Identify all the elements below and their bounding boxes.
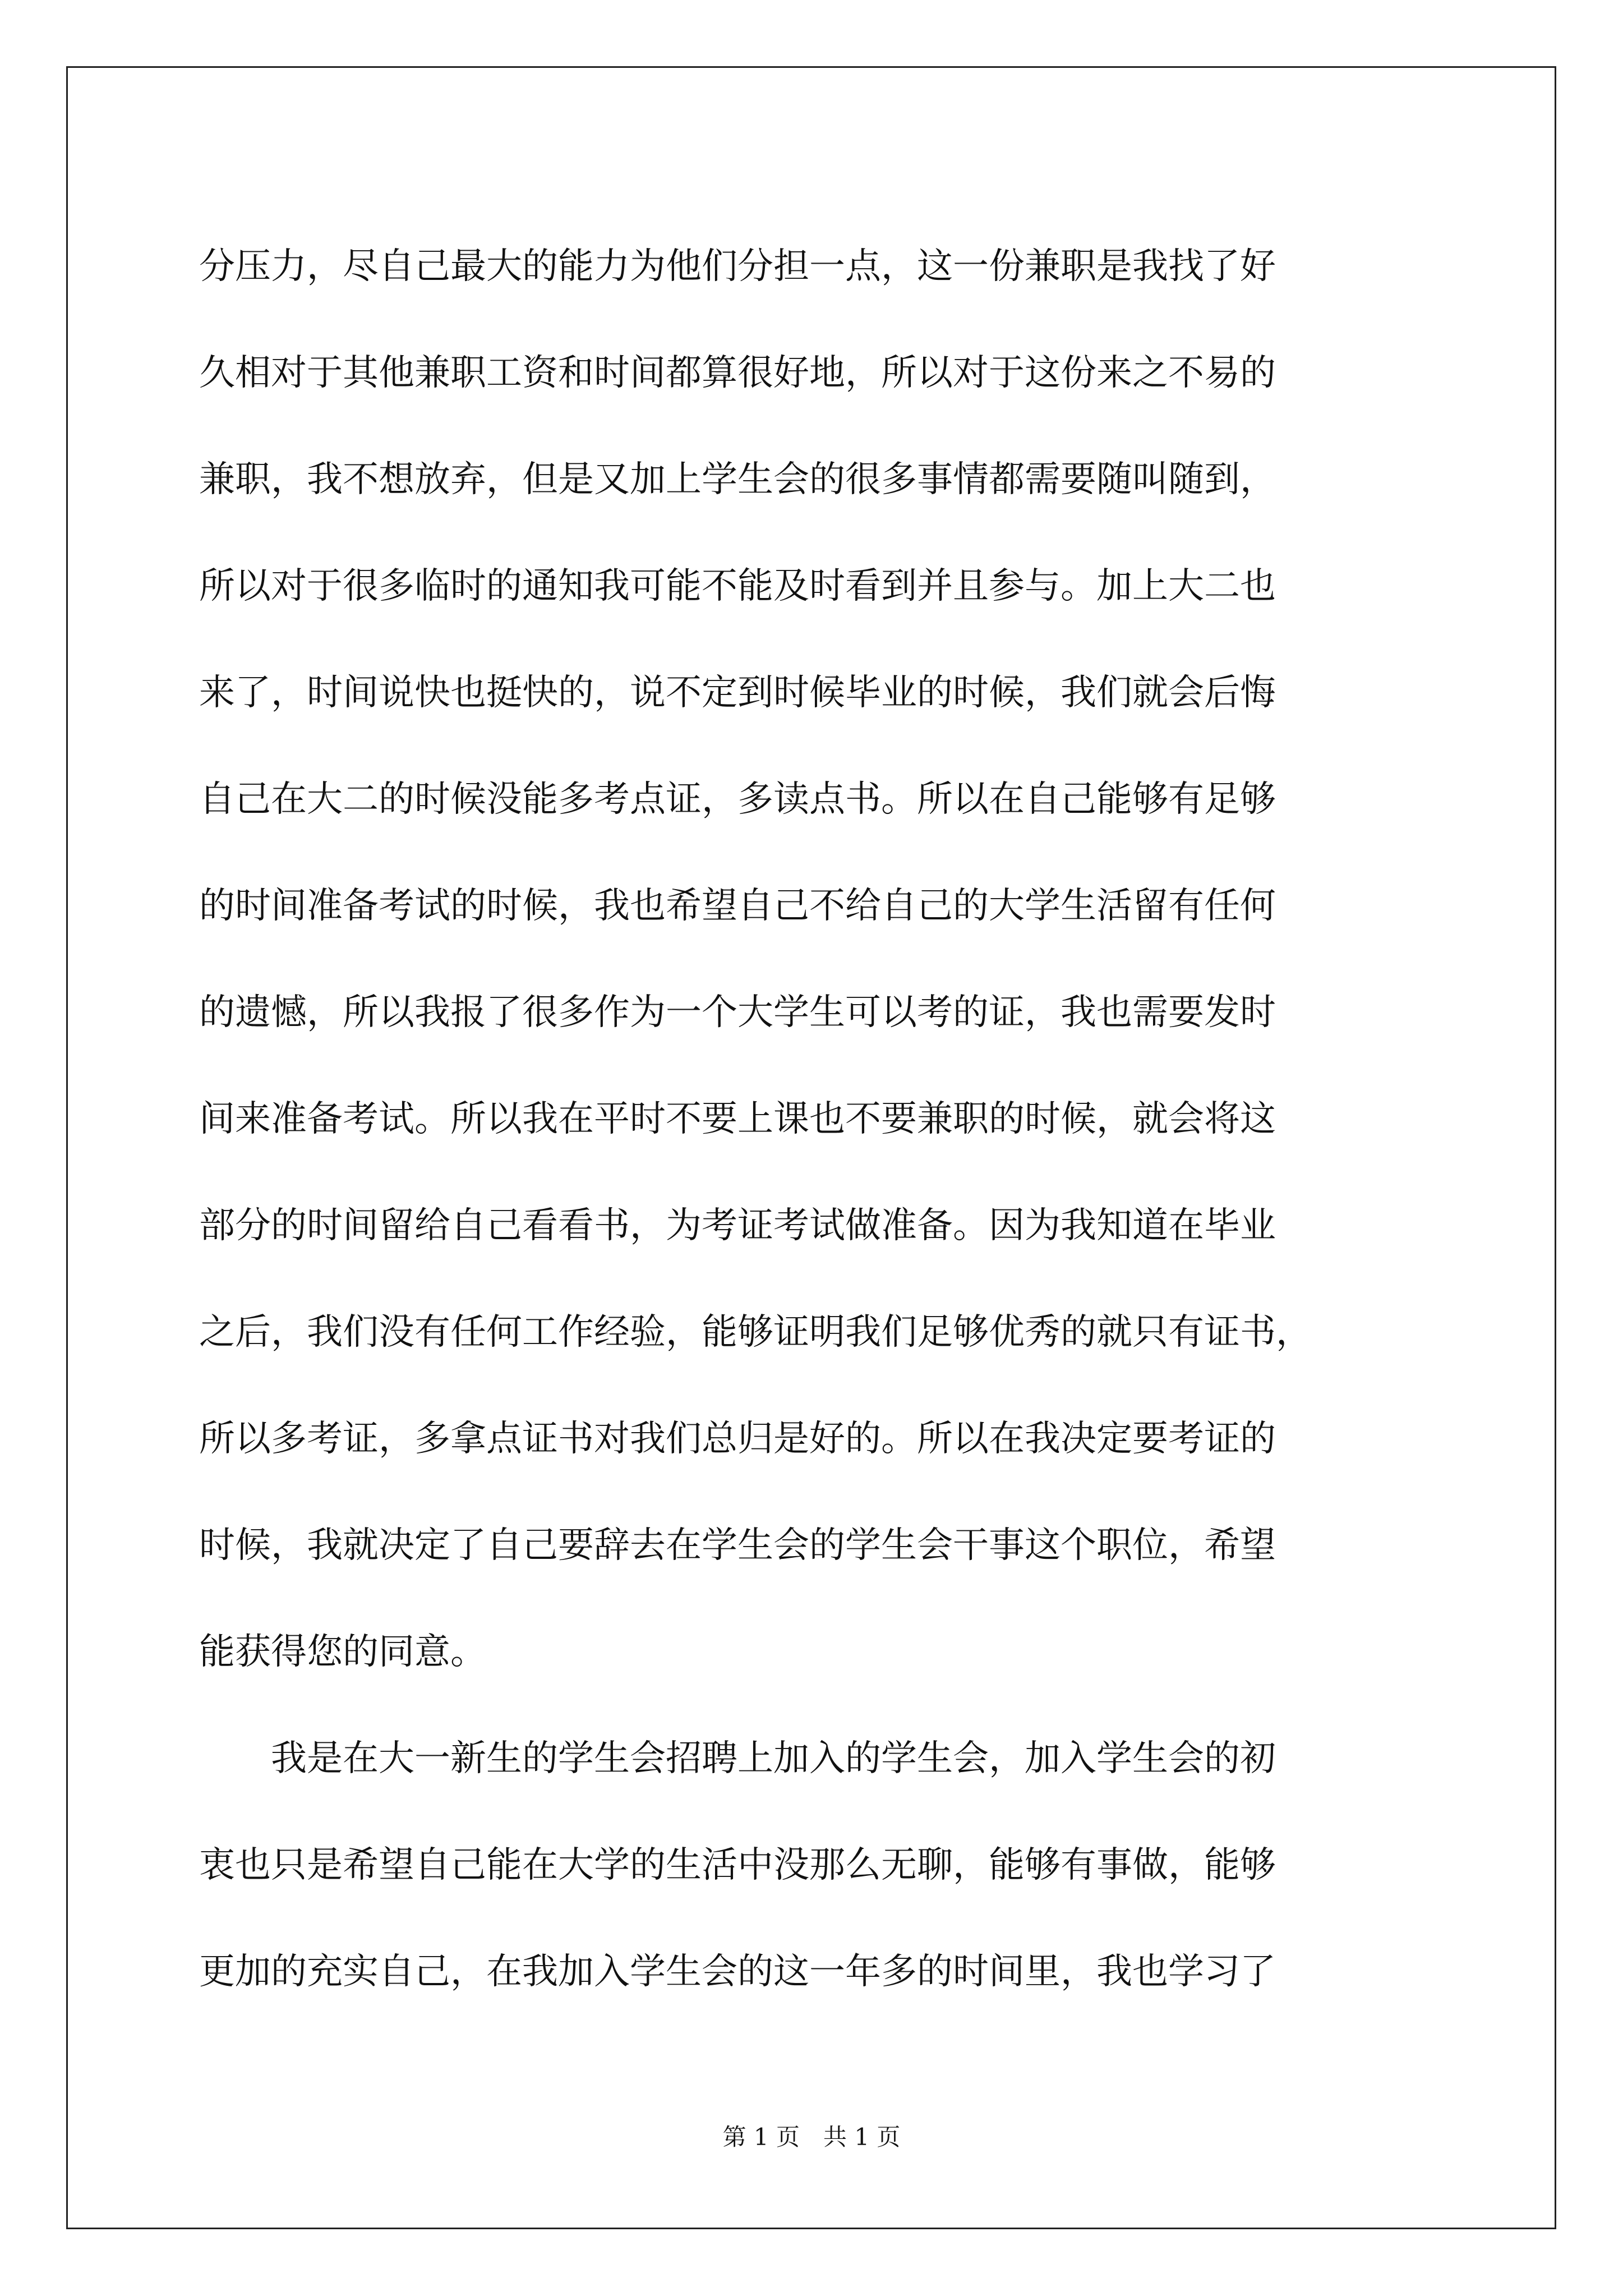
page-footer (0, 2120, 1623, 2154)
text-line: 更加的充实自己，在我加入学生会的这一年多的时间里，我也学习了 (199, 1951, 1276, 1993)
text-line: 间来准备考试。所以我在平时不要上课也不要兼职的时候，就会将这 (199, 1098, 1276, 1140)
text-line: 能获得您的同意。 (199, 1631, 486, 1673)
text-line: 自己在大二的时候没能多考点证，多读点书。所以在自己能够有足够 (199, 779, 1276, 820)
text-line: 兼职，我不想放弃，但是又加上学生会的很多事情都需要随叫随到， (199, 459, 1276, 500)
text-line: 来了，时间说快也挺快的，说不定到时候毕业的时候，我们就会后悔 (199, 672, 1276, 714)
text-line: 的遗憾，所以我报了很多作为一个大学生可以考的证，我也需要发时 (199, 992, 1276, 1033)
text-line: 所以对于很多临时的通知我可能不能及时看到并且参与。加上大二也 (199, 565, 1276, 607)
document-body (199, 213, 1427, 2025)
text-line: 分压力，尽自己最大的能力为他们分担一点，这一份兼职是我找了好 (199, 246, 1276, 287)
text-line: 时候，我就决定了自己要辞去在学生会的学生会干事这个职位，希望 (199, 1525, 1276, 1566)
text-line: 久相对于其他兼职工资和时间都算很好地，所以对于这份来之不易的 (199, 352, 1276, 394)
text-line: 的时间准备考试的时候，我也希望自己不给自己的大学生活留有任何 (199, 885, 1276, 927)
paragraph-start-line: 我是在大一新生的学生会招聘上加入的学生会，加入学生会的初 (199, 1738, 1276, 1779)
text-line: 部分的时间留给自己看看书，为考证考试做准备。因为我知道在毕业 (199, 1205, 1276, 1246)
text-line: 衷也只是希望自己能在大学的生活中没那么无聊，能够有事做，能够 (199, 1844, 1276, 1886)
text-line: 之后，我们没有任何工作经验，能够证明我们足够优秀的就只有证书， (199, 1312, 1312, 1353)
text-line: 所以多考证，多拿点证书对我们总归是好的。所以在我决定要考证的 (199, 1418, 1276, 1460)
page-number-label: 第 1 页 共 1 页 (722, 2123, 901, 2151)
